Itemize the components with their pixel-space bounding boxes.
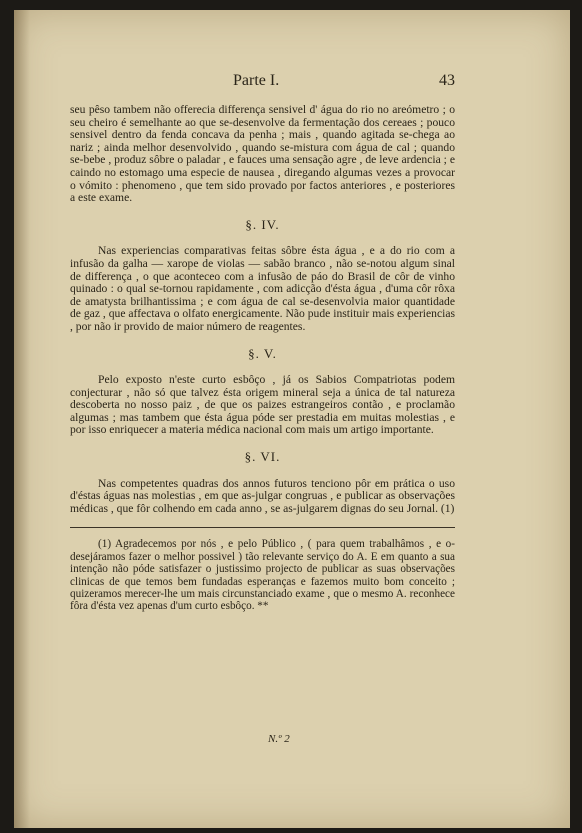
section-heading-v: §. V. xyxy=(248,345,277,361)
section-iv-text: Nas experiencias comparativas feitas sôbre ésta água , e a do rio com a infusão da galha — xarope de violas — sabão branco , não se-notou algum sinal de differença , o que aconteceo com a infusão de páo do Brasil de côr de vinho quinado : o qual se-tornou rapidamente , com adicção d'ésta água , d'uma côr rôxa de amatysta brilhantissima ; e com água de cal se-desenvolvia maior quantidade de gaz , que affectava o olfato energicamente. Não pude instituir mais experiencias , por não ir provido de maior número de reagentes. xyxy=(70,244,455,333)
footnote-divider xyxy=(70,527,455,528)
section-heading-vi: §. VI. xyxy=(244,449,281,465)
running-header xyxy=(70,72,455,92)
body-text xyxy=(70,104,455,613)
running-title: Parte I. xyxy=(233,72,280,89)
section-heading-iv: §. IV. xyxy=(245,216,280,232)
section-vi-text: Nas competentes quadras dos annos futuros tenciono pôr em prática o uso d'éstas águas nas molestias , em que as-julgar congruas , e publicar as observações médicas , que fôr colhendo em cada anno , se as-julgarem dignas do seu Jornal. (1) xyxy=(70,476,455,515)
opening-paragraph: seu pêso tambem não offerecia differença sensivel d' água do rio no areómetro ; o seu cheiro é semelhante ao que se-desenvolve da fermentação dos cereaes ; pouco sensivel dentro da fenda concava da penha ; mais , quando agitada se-chega ao nariz ; ainda melhor desenvolvido , quando se-mistura com água de cal ; quando se-bebe , produz sôbre o paladar , e fauces uma sensação agre , de leve ardencia ; e caindo no estomago uma especie de nausea , diregando algumas vezes a provocar o vómito : phenomeno , que tem sido provado por factos anteriores , e posteriores a este exame. xyxy=(70,103,455,205)
page-gutter-shadow xyxy=(14,10,30,828)
signature-mark: N.º 2 xyxy=(268,733,290,745)
page-number: 43 xyxy=(439,72,455,89)
section-v-text: Pelo exposto n'este curto esbôço , já os Sabios Compatriotas podem conjecturar , não só que talvez ésta origem mineral seja a única de tal natureza descoberta no nosso paiz , de que os paizes estrangeiros contão , e proclamão algumas ; mas tambem que ésta água póde ser prestadia em muitas molestias , e por isso enriquecer a materia médica nacional com mais um artigo importante. xyxy=(70,373,455,437)
footnote: (1) Agradecemos por nós , e pelo Público , ( para quem trabalhâmos , e o-desejáramos fazer o melhor possivel ) tão relevante serviço do A. E em quanto a sua intenção não póde satisfazer o justissimo projecto de publicar as suas observações clinicas de que temos bem fundadas esperanças e fazemos muito bom conceito ; quizeramos merecer-lhe um mais circunstanciado exame , que o mesmo A. reconhece fôra d'ésta vez apenas d'um curto esbôço. ** xyxy=(70,538,455,613)
